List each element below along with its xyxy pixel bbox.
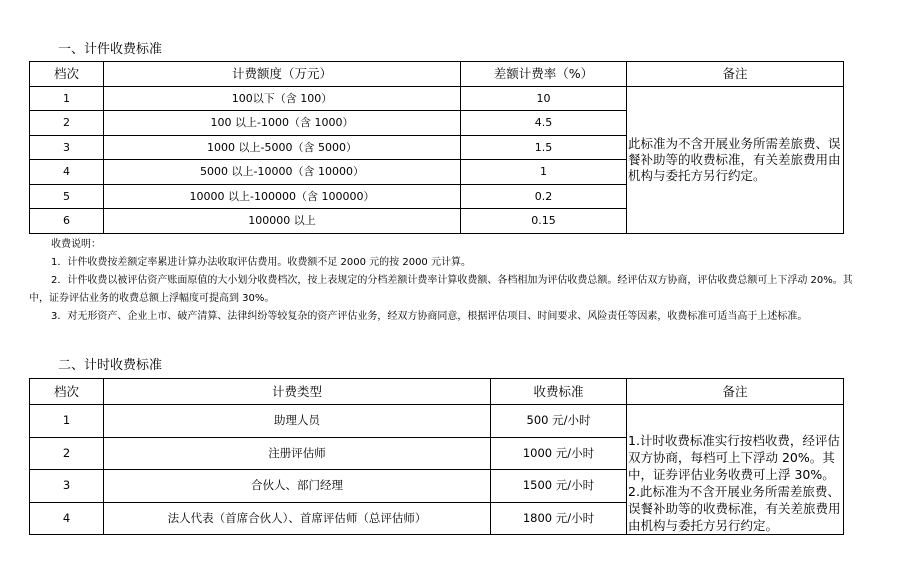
section2-title: 二、计时收费标准 — [58, 358, 163, 373]
rate-cell: 4.5 — [461, 111, 627, 136]
level-cell: 2 — [30, 437, 104, 470]
header-amount: 计费额度（万元） — [104, 62, 461, 87]
type-cell: 合伙人、部门经理 — [104, 470, 491, 503]
hourly-fee-table — [29, 378, 844, 535]
header-level: 档次 — [30, 379, 104, 405]
fee-note-item: 3．对无形资产、企业上市、破产清算、法律纠纷等较复杂的资产评估业务，经双方协商同意，根据评估项目、时间要求、风险责任等因素，收费标准可适当高于上述标准。 — [51, 311, 808, 322]
table-row — [30, 86, 844, 111]
header-type: 计费类型 — [104, 379, 491, 405]
fee-cell: 1000 元/小时 — [491, 437, 627, 470]
amount-cell: 5000 以上-10000（含 10000） — [104, 160, 461, 185]
amount-cell: 100 以上-1000（含 1000） — [104, 111, 461, 136]
rate-cell: 1.5 — [461, 135, 627, 160]
level-cell: 2 — [30, 111, 104, 136]
amount-cell: 10000 以上-100000（含 100000） — [104, 184, 461, 209]
type-cell: 法人代表（首席合伙人）、首席评估师（总评估师） — [104, 502, 491, 535]
header-fee: 收费标准 — [491, 379, 627, 405]
table-header-row — [30, 379, 844, 405]
fee-notes — [29, 236, 859, 326]
amount-cell: 100以下（含 100） — [104, 86, 461, 111]
rate-cell: 0.15 — [461, 209, 627, 234]
level-cell: 3 — [30, 470, 104, 503]
fee-notes-heading: 收费说明： — [51, 239, 101, 250]
remark-cell: 此标准为不含开展业务所需差旅费、误餐补助等的收费标准，有关差旅费用由机构与委托方另行约定。 — [627, 86, 844, 233]
rate-cell: 10 — [461, 86, 627, 111]
level-cell: 6 — [30, 209, 104, 234]
level-cell: 4 — [30, 160, 104, 185]
level-cell: 1 — [30, 86, 104, 111]
level-cell: 4 — [30, 502, 104, 535]
table-row — [30, 405, 844, 438]
fee-note-item: 2．计件收费以被评估资产账面原值的大小划分收费档次，按上表规定的分档差额计费率计算收费额、各档相加为评估收费总额。经评估双方协商，评估收费总额可上下浮动 20%。其中，证券评估业务的收费总额上浮幅度可提高到 30%。 — [29, 275, 853, 304]
type-cell: 注册评估师 — [104, 437, 491, 470]
fee-cell: 1800 元/小时 — [491, 502, 627, 535]
amount-cell: 100000 以上 — [104, 209, 461, 234]
type-cell: 助理人员 — [104, 405, 491, 438]
level-cell: 1 — [30, 405, 104, 438]
piece-fee-table — [29, 61, 844, 234]
header-rate: 差额计费率（%） — [461, 62, 627, 87]
rate-cell: 0.2 — [461, 184, 627, 209]
level-cell: 5 — [30, 184, 104, 209]
header-level: 档次 — [30, 62, 104, 87]
fee-cell: 500 元/小时 — [491, 405, 627, 438]
fee-note-item: 1．计件收费按差额定率累进计算办法收取评估费用。收费额不足 2000 元的按 2000 元计算。 — [51, 257, 471, 268]
header-remark: 备注 — [627, 379, 844, 405]
section1-title: 一、计件收费标准 — [58, 42, 163, 57]
header-remark: 备注 — [627, 62, 844, 87]
remark-cell: 1.计时收费标准实行按档收费，经评估双方协商，每档可上下浮动 20%。其中，证券评估业务收费可上浮 30%。2.此标准为不含开展业务所需差旅费、误餐补助等的收费标准，有关差旅费用由机构与委托方另行约定。 — [627, 405, 844, 535]
rate-cell: 1 — [461, 160, 627, 185]
amount-cell: 1000 以上-5000（含 5000） — [104, 135, 461, 160]
fee-cell: 1500 元/小时 — [491, 470, 627, 503]
table-header-row — [30, 62, 844, 87]
level-cell: 3 — [30, 135, 104, 160]
